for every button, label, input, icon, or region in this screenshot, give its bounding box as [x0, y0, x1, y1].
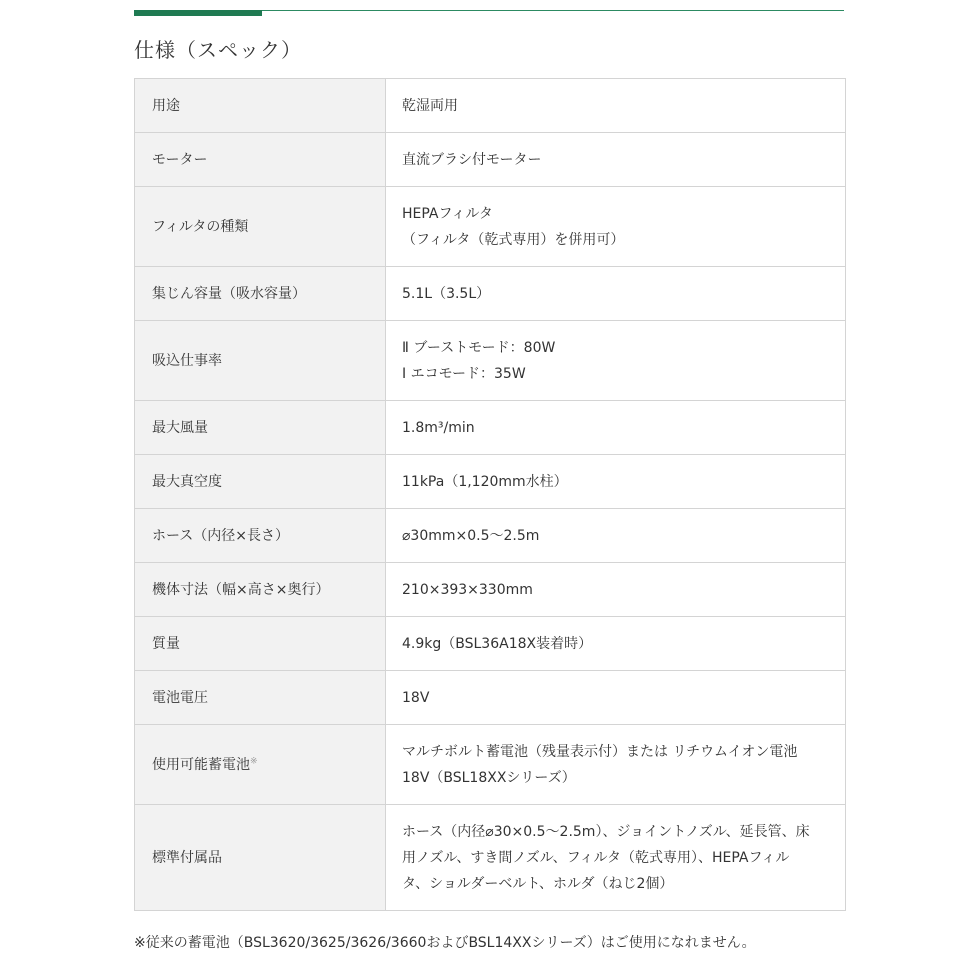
spec-label: 最大風量: [135, 401, 386, 455]
spec-value: 5.1L（3.5L）: [386, 267, 846, 321]
footnote-marker: ※: [250, 755, 258, 766]
battery-footnote: ※従来の蓄電池（BSL3620/3625/3626/3660およびBSL14XXシリーズ）はご使用になれません。: [134, 935, 756, 951]
spec-value: ホース（内径⌀30×0.5〜2.5m）、ジョイントノズル、延長管、床 用ノズル、すき間ノズル、フィルタ（乾式専用）、HEPAフィル タ、ショルダーベルト、ホルダ（ねじ2個）: [386, 805, 846, 911]
spec-label: 吸込仕事率: [135, 321, 386, 401]
spec-row: [135, 805, 846, 911]
spec-row: [135, 671, 846, 725]
spec-label: フィルタの種類: [135, 187, 386, 267]
spec-value: 4.9kg（BSL36A18X装着時）: [386, 617, 846, 671]
spec-value: HEPAフィルタ （フィルタ（乾式専用）を併用可）: [386, 187, 846, 267]
page-title: 仕様（スペック）: [134, 38, 302, 62]
spec-value: 乾湿両用: [386, 79, 846, 133]
spec-value: 18V: [386, 671, 846, 725]
spec-row: [135, 321, 846, 401]
spec-value: 210×393×330mm: [386, 563, 846, 617]
spec-label: ホース（内径×長さ）: [135, 509, 386, 563]
spec-row: [135, 617, 846, 671]
spec-row: [135, 79, 846, 133]
spec-row: [135, 509, 846, 563]
spec-label: モーター: [135, 133, 386, 187]
spec-value: Ⅱ ブーストモード：80W Ⅰ エコモード：35W: [386, 321, 846, 401]
spec-row: [135, 187, 846, 267]
spec-value: 1.8m³/min: [386, 401, 846, 455]
spec-label: 最大真空度: [135, 455, 386, 509]
spec-label: 用途: [135, 79, 386, 133]
spec-row: [135, 563, 846, 617]
spec-table: [134, 78, 846, 911]
spec-label: 電池電圧: [135, 671, 386, 725]
spec-value: 11kPa（1,120mm水柱）: [386, 455, 846, 509]
spec-label: 機体寸法（幅×高さ×奥行）: [135, 563, 386, 617]
section-accent-bar: [134, 10, 262, 16]
spec-value: マルチボルト蓄電池（残量表示付）または リチウムイオン電池 18V（BSL18XXシリーズ）: [386, 725, 846, 805]
spec-value: ⌀30mm×0.5〜2.5m: [386, 509, 846, 563]
spec-row: [135, 725, 846, 805]
spec-row: [135, 133, 846, 187]
spec-row: [135, 401, 846, 455]
spec-row: [135, 455, 846, 509]
spec-label: 質量: [135, 617, 386, 671]
spec-label: 使用可能蓄電池※: [135, 725, 386, 805]
spec-label: 集じん容量（吸水容量）: [135, 267, 386, 321]
spec-row: [135, 267, 846, 321]
spec-value: 直流ブラシ付モーター: [386, 133, 846, 187]
spec-label: 標準付属品: [135, 805, 386, 911]
